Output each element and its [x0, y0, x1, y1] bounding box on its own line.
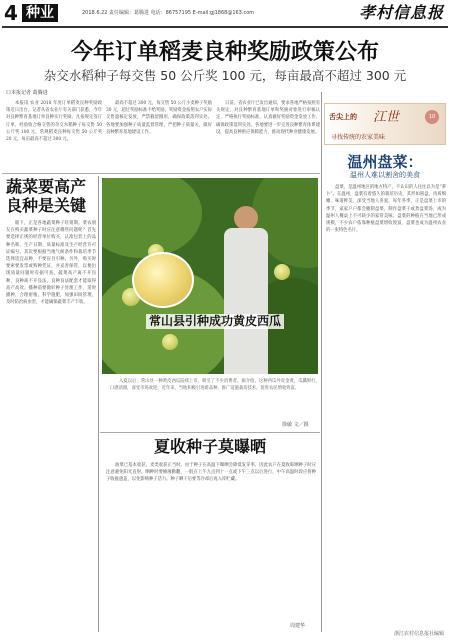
photo-description: 入夏以后，常山县一种黄皮西瓜陆续上市，吸引了不少消费者。据介绍，这种西瓜外皮金黄，瓜瓤鲜红，口感清甜，深受市场欢迎。近年来，当地积极引进新品种，推广设施栽培技术，促进农民增收致富。: [110, 379, 320, 391]
main-article-col3: 日前，省农业厅已发出通知，要求各地严格按照有关规定，对良种繁育基地订单和奖励对象进行审核认定，严格执行奖励标准，认真做好奖励资金发放工作，确保政策落到实处。各地要进一步完善良种繁育体系建设，提高良种供应保障能力，推动现代种业健康发展。: [216, 101, 320, 135]
section-label: 种业: [22, 4, 58, 22]
farmer-figure: [222, 206, 272, 374]
photo-credit: 徐敏 文／摄: [282, 422, 309, 428]
column-title: 舌尖上的: [329, 113, 357, 121]
photo-caption: 常山县引种成功黄皮西瓜: [146, 314, 284, 329]
column-banner: [324, 103, 446, 145]
page-number: 4: [4, 1, 18, 25]
farmer-head: [234, 206, 258, 230]
section-divider: [2, 173, 320, 174]
melon-inset-photo: [132, 252, 194, 308]
right-subhead: 温州人难以割舍的美食: [350, 171, 420, 179]
page-footer: 浙江农村信息报社编辑: [393, 631, 444, 637]
column-divider-right: [321, 92, 322, 632]
middle-author: 周建华: [290, 623, 306, 629]
column-signature: 江世: [373, 110, 400, 125]
left-headline: 蔬菜要高产 良种是关键: [6, 177, 87, 215]
main-article-col1: 本报讯 农业 2018 年度订单稻麦良种奖励政策近日出台。记者从省农业厅有关部门获悉，今年对良种繁育基地订单良种实行奖励。凡按规定签订订单，经验收合格交售的杂交水稻种子每交售 50 公斤奖 100 元，常规稻麦良种每交售 50 公斤奖 20 元，每亩最高不超过 300 元。: [6, 101, 102, 143]
header-divider: [2, 26, 448, 28]
middle-article-body: 油菜已基本收获，麦类收获正当时。由于种子在高温下曝晒会降低发芽率，因此农户在夏收晾晒种子时应注意避免阳光直射。晒种时要摊薄勤翻，一般在上午九点到十一点或下午三点以后进行，中午高温时段应将种子收拢遮盖，以免影响种子活力。种子晒干后要等冷却后再入库贮藏。: [106, 463, 316, 483]
farmer-body: [224, 228, 268, 374]
main-headline: 今年订单稻麦良种奖励政策公布: [70, 40, 379, 65]
melon: [162, 334, 178, 350]
column-badge: 10: [425, 110, 439, 124]
melon: [274, 264, 290, 280]
column-divider-left: [98, 176, 99, 632]
main-byline: 口本报记者 葛腾进: [6, 90, 48, 96]
main-article-col2: 最高不超过 300 元，每交售 50 公斤小麦种子奖励 30 元，超过奖励标准不给奖励。奖励资金按照农户实际交售量核定发放，严禁截留挪用，确保政策落到实处。各地要加强种子质量监督管理，严把种子质量关，做好良种繁育基地建设工作。: [106, 101, 212, 135]
left-article-body: 眼下，正是各地蔬菜种子旺销期。菜农朋友在购买蔬菜种子时应注意哪些问题呢？首先要选择正规的经营单位购买，认准包装上的品种名称、生产日期、质量标准及生产经营许可证编号。其次要根据当地气候条件和栽培季节选择适宜品种，不要盲目引种。另外，购买时要索要发票或购种凭证，并妥善保管，以便出现质量问题时有据可查。蔬菜高产离不开良种，良种离不开良法，良种良法配套才能取得高产高效。播种前要做好种子处理工作，适时播种，合理密植，科学施肥，加强田间管理，及时防治病虫害，才能确保蔬菜丰产丰收。: [6, 221, 96, 306]
right-article-body: 盘菜，是温州地区的地方特产，不认识的人往往以为是“萝卜”。在温州，盘菜有着悠久的栽培历史，其形如圆盘，肉质细嫩，味道鲜美，深受当地人喜爱。每年冬季，正是盘菜上市的季节，家家户户都会腌制盘菜，制作盘菜干或煮盘菜汤，成为温州人餐桌上不可缺少的家常美味。盘菜的种植在当地已形成规模，不少农户依靠种植盘菜增收致富，盘菜也成为温州农业的一张特色名片。: [326, 185, 446, 234]
mid-divider: [100, 432, 320, 433]
right-headline: 温州盘菜：: [347, 153, 423, 171]
issue-meta: 2018.6.22 责任编辑：葛腾进 电话：86757195 E-mail:gj1868@163.com: [82, 10, 255, 16]
middle-headline: 夏收种子莫曝晒: [153, 437, 266, 456]
main-subhead: 杂交水稻种子每交售 50 公斤奖 100 元，每亩最高不超过 300 元: [43, 68, 407, 83]
column-subtitle: 寻找传统的农家美味: [331, 134, 386, 141]
masthead: [0, 0, 450, 26]
paper-name: 孝村信息报: [358, 3, 444, 22]
